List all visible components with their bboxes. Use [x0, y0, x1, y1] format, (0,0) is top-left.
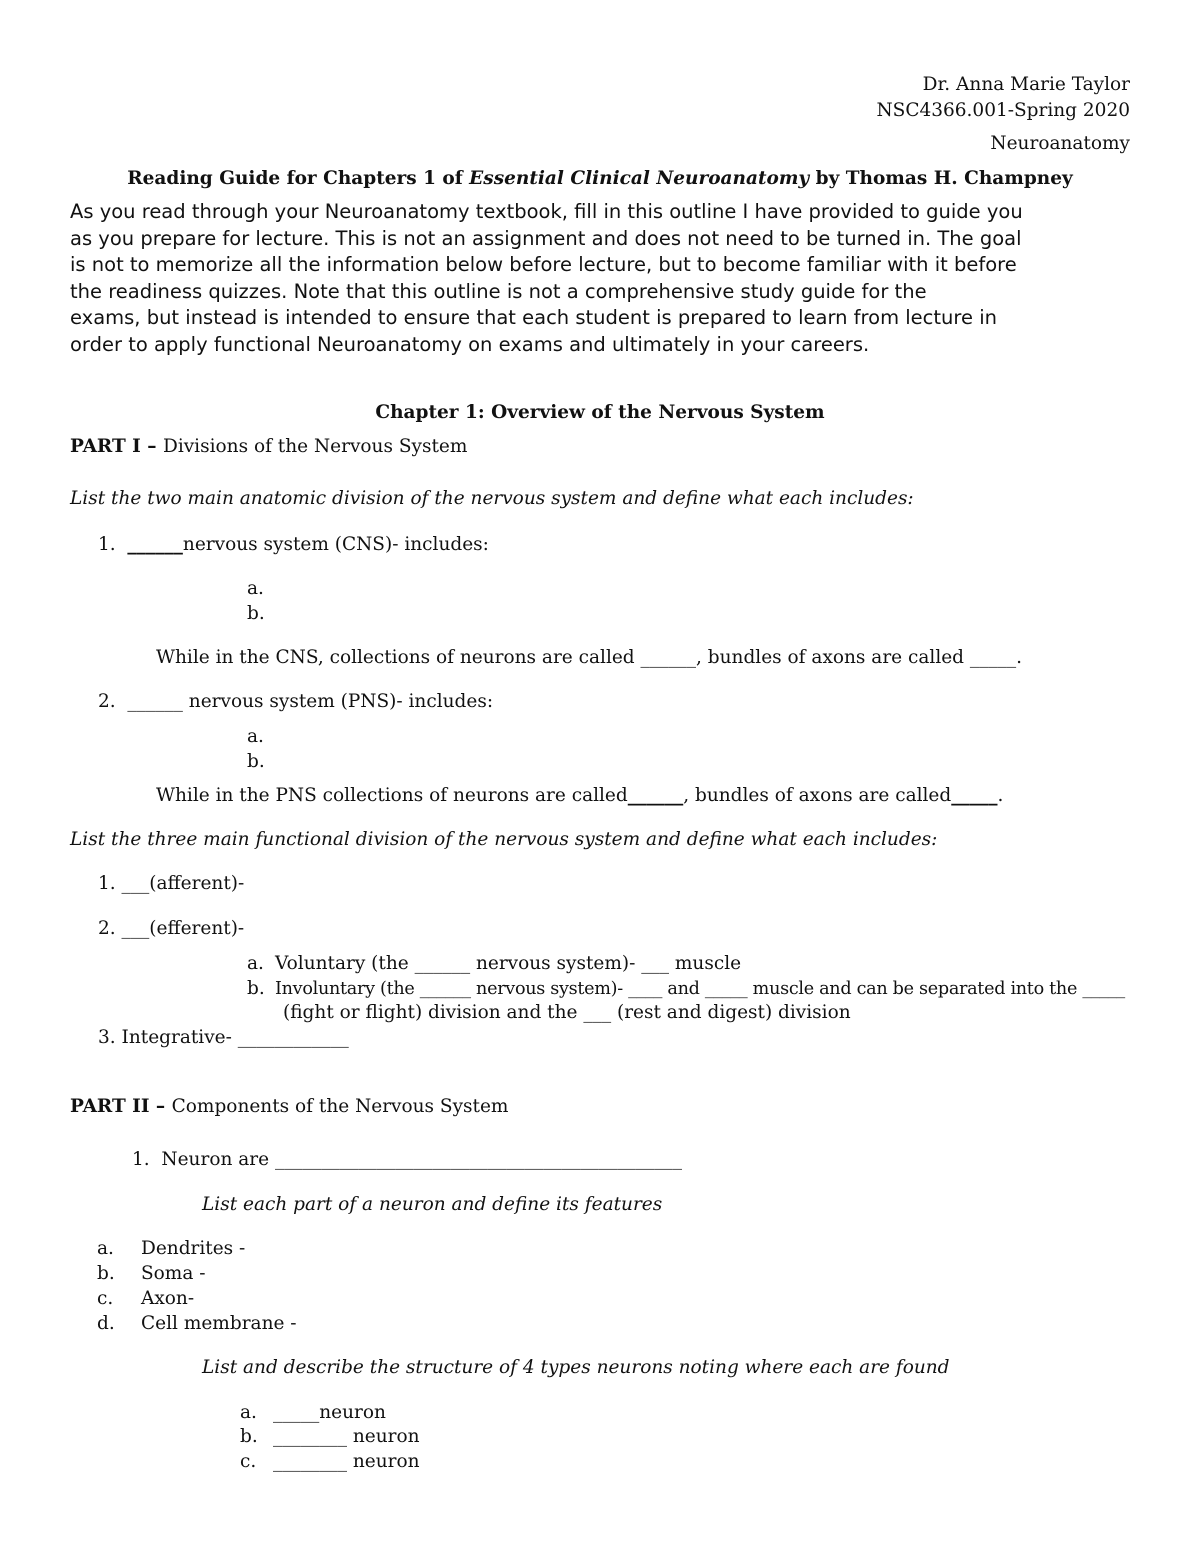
title-suffix: by Thomas H. Champney [809, 168, 1073, 189]
pns-blank: ______ [127, 691, 183, 712]
pns-while-end: . [997, 785, 1004, 806]
efferent-sub-b-text: Involuntary (the ______ nervous system)- ____ and _____ muscle and can be separated into the _____ [275, 979, 1125, 999]
pns-sub-b: b. [247, 751, 265, 772]
pns-while-text [156, 784, 1003, 808]
pns-while-blank-1: ______ [627, 785, 684, 806]
efferent-sub-b-label: b. [247, 978, 265, 999]
cns-sub-a: a. [247, 578, 264, 599]
intro-line: As you read through your Neuroanatomy textbook, fill in this outline I have provided to guide you [70, 200, 1023, 223]
part-label: d. [97, 1313, 115, 1334]
neuron-blank: ____________________________________________ [274, 1149, 682, 1170]
part-text: Dendrites - [141, 1238, 246, 1259]
part1-label: PART I [70, 436, 141, 457]
type-text: neuron [347, 1451, 420, 1472]
part-text: Soma - [141, 1263, 206, 1284]
afferent-number: 1. [98, 873, 116, 894]
neuron-number: 1. [132, 1149, 150, 1170]
pns-item [98, 690, 493, 714]
type-text: neuron [347, 1426, 420, 1447]
type-item [273, 1425, 420, 1449]
type-label: c. [240, 1451, 257, 1472]
cns-while-text: While in the CNS, collections of neurons are called ______, bundles of axons are called _____. [156, 647, 1023, 668]
part-text: Cell membrane - [141, 1313, 297, 1334]
afferent-text: (afferent)- [149, 873, 245, 894]
part-label: a. [97, 1238, 114, 1259]
efferent-text: (efferent)- [149, 918, 245, 939]
neuron-text: Neuron are [161, 1149, 275, 1170]
part1-dash: – [140, 436, 163, 457]
cns-text: nervous system (CNS)- includes: [182, 534, 489, 555]
type-blank: ________ [273, 1426, 347, 1447]
efferent-sub-a-label: a. [247, 953, 264, 974]
pns-number: 2. [98, 691, 116, 712]
type-blank: _____ [273, 1402, 320, 1423]
neuron-definition-item [132, 1148, 682, 1172]
pns-text: nervous system (PNS)- includes: [182, 691, 494, 712]
cns-item [98, 533, 489, 557]
type-blank: ________ [273, 1451, 347, 1472]
title-prefix: Reading Guide for Chapters 1 of [127, 168, 470, 189]
part2-label: PART II [70, 1096, 150, 1117]
efferent-sub-a-text: Voluntary (the ______ nervous system)- ___ muscle [275, 953, 742, 974]
integrative-item [98, 1026, 349, 1050]
pns-while-mid: , bundles of axons are called [683, 785, 952, 806]
pns-while-pre: While in the PNS collections of neurons are called [156, 785, 628, 806]
cns-number: 1. [98, 534, 116, 555]
part1-title: Divisions of the Nervous System [162, 436, 468, 457]
intro-line: order to apply functional Neuroanatomy on exams and ultimately in your careers. [70, 332, 870, 356]
cns-sub-b: b. [247, 603, 265, 624]
integrative-blank: ____________ [237, 1027, 349, 1048]
neuron-types-prompt: List and describe the structure of 4 types neurons noting where each are found [202, 1357, 950, 1378]
afferent-blank: ___ [121, 873, 150, 894]
document-title [0, 167, 1200, 191]
type-text: neuron [319, 1402, 386, 1423]
intro-line: the readiness quizzes. Note that this outline is not a comprehensive study guide for the [70, 279, 927, 303]
cns-blank: ______ [127, 534, 183, 555]
intro-line: exams, but instead is intended to ensure that each student is prepared to learn from lecture in [70, 306, 997, 329]
author-name: Dr. Anna Marie Taylor [922, 74, 1130, 95]
part-label: b. [97, 1263, 115, 1284]
pns-sub-a: a. [247, 726, 264, 747]
part1-heading [70, 435, 467, 459]
part2-dash: – [149, 1096, 172, 1117]
efferent-item [98, 917, 244, 941]
part2-title: Components of the Nervous System [171, 1096, 509, 1117]
efferent-sub-b-text-2: (fight or flight) division and the ___ (rest and digest) division [283, 1002, 851, 1023]
integrative-text: 3. Integrative- [98, 1027, 238, 1048]
part2-heading [70, 1095, 508, 1119]
type-label: b. [240, 1426, 258, 1447]
type-item [273, 1450, 420, 1474]
course-subject: Neuroanatomy [990, 133, 1130, 154]
part-label: c. [97, 1288, 114, 1309]
functional-division-prompt: List the three main functional division of the nervous system and define what each includes: [70, 829, 938, 850]
neuron-parts-prompt: List each part of a neuron and define its features [202, 1194, 663, 1215]
type-item [273, 1401, 386, 1425]
afferent-item [98, 872, 244, 896]
part-text: Axon- [141, 1288, 195, 1309]
intro-line: as you prepare for lecture. This is not an assignment and does not need to be turned in. The goal [70, 226, 1022, 250]
efferent-number: 2. [98, 918, 116, 939]
intro-paragraph [70, 199, 1140, 358]
anatomic-division-prompt: List the two main anatomic division of the nervous system and define what each includes: [70, 488, 914, 509]
pns-while-blank-2: _____ [951, 785, 998, 806]
book-title: Essential Clinical Neuroanatomy [469, 168, 810, 189]
type-label: a. [240, 1402, 257, 1423]
chapter-title: Chapter 1: Overview of the Nervous System [375, 402, 825, 423]
intro-line: is not to memorize all the information below before lecture, but to become familiar with it before [70, 253, 1017, 276]
course-code: NSC4366.001-Spring 2020 [876, 100, 1130, 121]
efferent-blank: ___ [121, 918, 150, 939]
